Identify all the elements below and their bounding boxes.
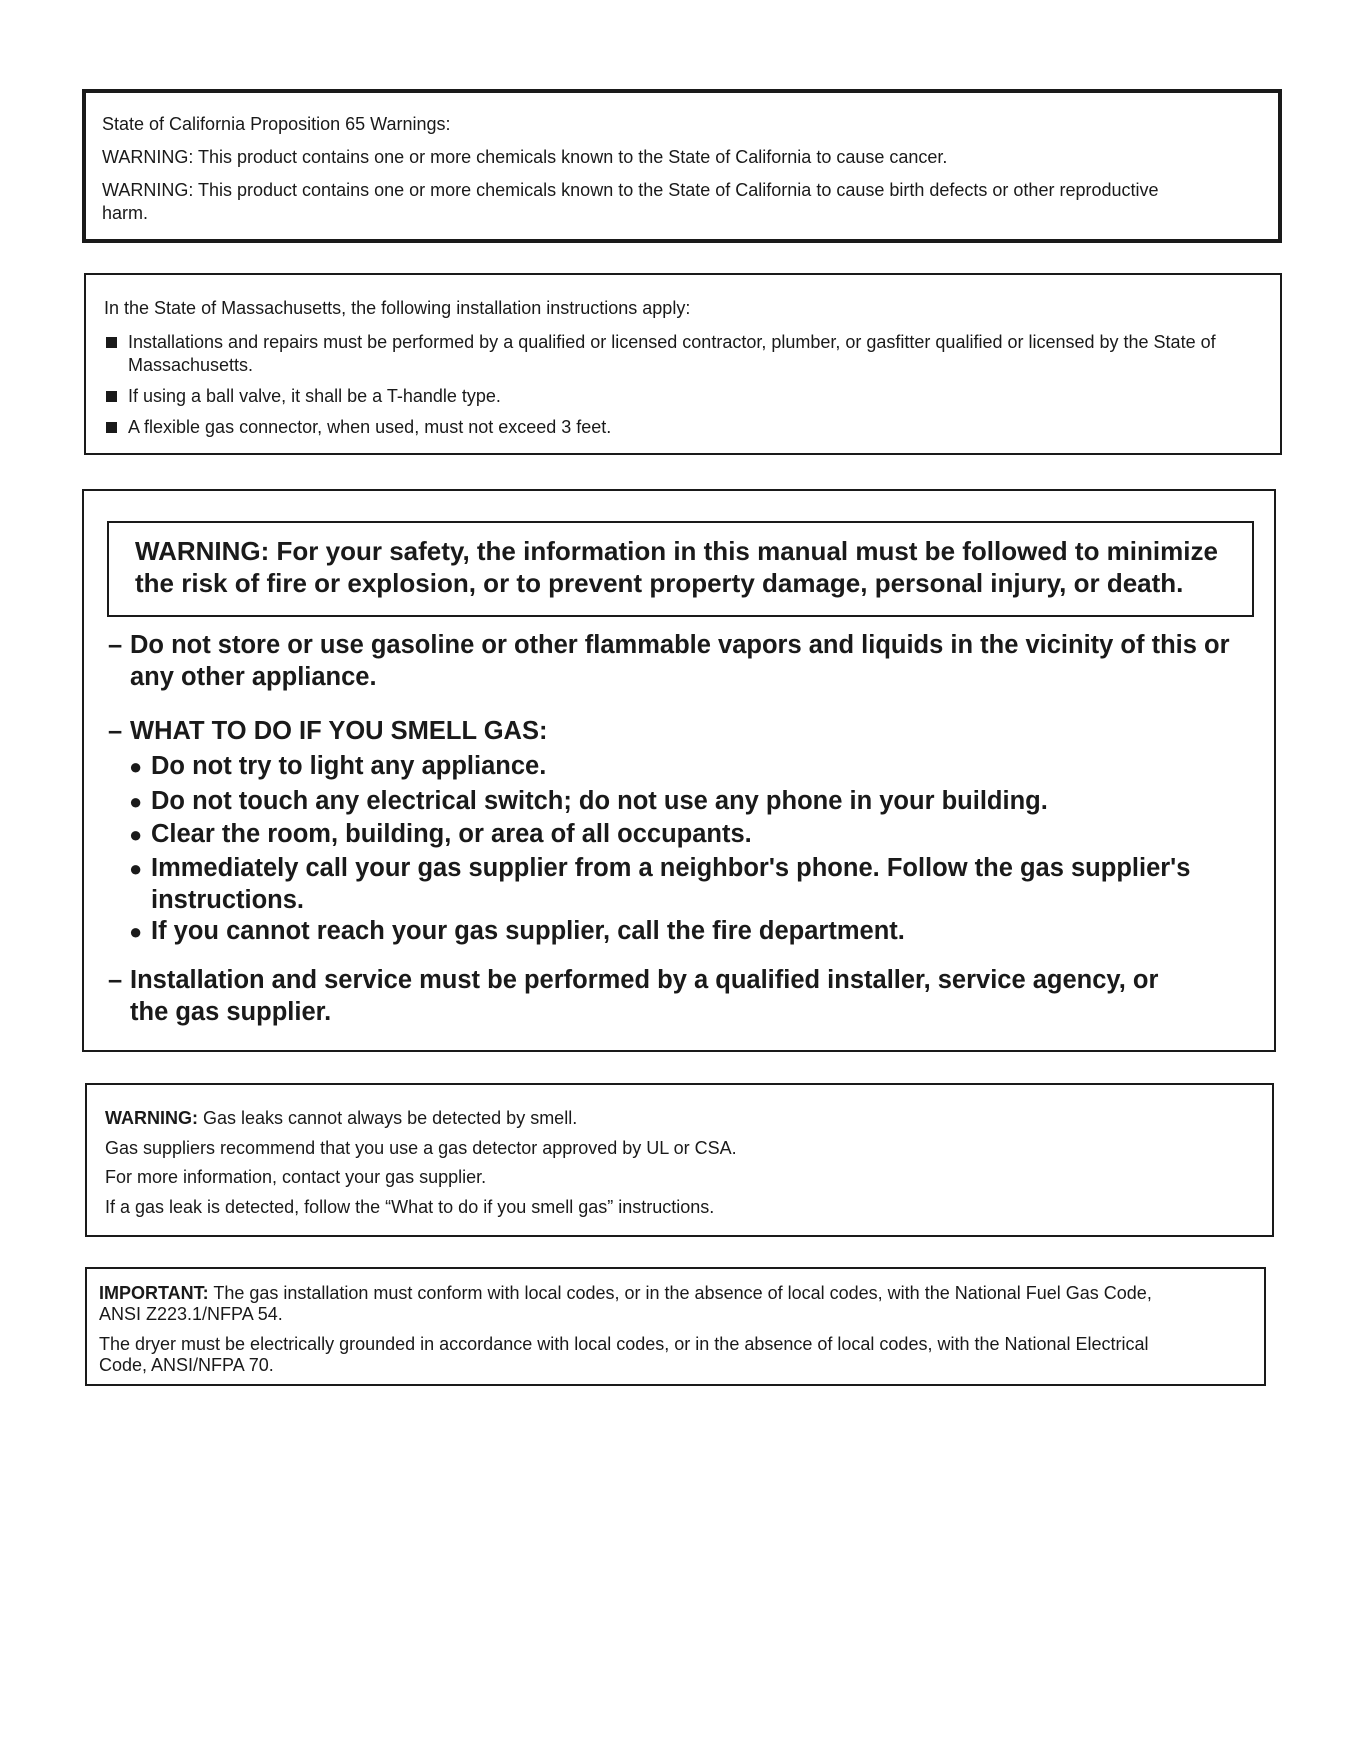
list-item-text: A flexible gas connector, when used, must not exceed 3 feet.	[128, 417, 612, 437]
list-item-text: Immediately call your gas supplier from a neighbor's phone. Follow the gas supplier's instructions.	[151, 854, 1191, 914]
gas-leak-line3: For more information, contact your gas supplier.	[105, 1167, 487, 1187]
prop65-reproductive-warning: WARNING: This product contains one or more chemicals known to the State of California to cause birth defects or other reproductive harm.	[102, 180, 1159, 223]
list-item	[129, 751, 1249, 783]
list-item	[104, 331, 1262, 377]
list-item-text: Do not touch any electrical switch; do not use any phone in your building.	[151, 787, 1048, 815]
important-para2: The dryer must be electrically grounded in accordance with local codes, or in the absence of local codes, with the National Electrical Code, ANSI/NFPA 70.	[99, 1334, 1149, 1375]
dot-marker: ●	[129, 754, 143, 779]
square-bullet-icon	[106, 422, 117, 433]
dot-marker: ●	[129, 856, 143, 881]
list-item	[129, 819, 1249, 851]
list-item	[104, 416, 1262, 439]
gas-leak-text: Gas leaks cannot always be detected by smell.	[198, 1108, 578, 1128]
smell-gas-heading: WHAT TO DO IF YOU SMELL GAS:	[130, 717, 548, 745]
dash-marker: –	[108, 966, 123, 994]
list-item	[108, 965, 1248, 1028]
list-item-text: Do not try to light any appliance.	[151, 752, 547, 780]
safety-headline-box	[107, 521, 1254, 617]
important-notice-box	[85, 1267, 1266, 1386]
dash-marker: –	[108, 631, 123, 659]
massachusetts-instructions-box	[84, 273, 1282, 455]
safety-headline-line2: the risk of fire or explosion, or to prevent property damage, personal injury, or death.	[135, 568, 1184, 598]
gas-leak-line4: If a gas leak is detected, follow the “What to do if you smell gas” instructions.	[105, 1196, 715, 1217]
qualified-installer-warning: Installation and service must be performed by a qualified installer, service agency, or the gas supplier.	[130, 966, 1159, 1026]
square-bullet-icon	[106, 391, 117, 402]
flammable-vapors-warning: Do not store or use gasoline or other flammable vapors and liquids in the vicinity of this or any other appliance.	[130, 631, 1230, 691]
prop65-heading: State of California Proposition 65 Warnings:	[102, 114, 451, 134]
list-item	[108, 716, 1248, 748]
list-item	[129, 786, 1249, 818]
list-item	[129, 916, 1249, 948]
dot-marker: ●	[129, 822, 143, 847]
list-item	[108, 630, 1248, 693]
important-text: The gas installation must conform with local codes, or in the absence of local codes, with the National Fuel Gas Code, ANSI Z223.1/NFPA 54.	[99, 1283, 1152, 1324]
list-item	[104, 385, 1262, 408]
gas-leak-line1	[105, 1107, 1254, 1130]
list-item-text: Clear the room, building, or area of all occupants.	[151, 820, 752, 848]
list-item-text: If you cannot reach your gas supplier, call the fire department.	[151, 917, 905, 945]
list-item	[129, 853, 1249, 916]
dot-marker: ●	[129, 919, 143, 944]
dash-marker: –	[108, 717, 123, 745]
square-bullet-icon	[106, 337, 117, 348]
prop65-cancer-warning: WARNING: This product contains one or more chemicals known to the State of California to cause cancer.	[102, 147, 948, 167]
list-item-text: Installations and repairs must be performed by a qualified or licensed contractor, plumber, or gasfitter qualified or licensed by the State of Massachusetts.	[128, 332, 1216, 375]
safety-headline-line1: WARNING: For your safety, the information in this manual must be followed to minimize	[135, 536, 1218, 566]
warning-label: WARNING:	[105, 1108, 198, 1128]
safety-warning-box	[82, 489, 1276, 1052]
gas-leak-warning-box	[85, 1083, 1274, 1237]
dot-marker: ●	[129, 789, 143, 814]
gas-leak-line2: Gas suppliers recommend that you use a gas detector approved by UL or CSA.	[105, 1137, 737, 1158]
important-label: IMPORTANT:	[99, 1283, 209, 1303]
list-item-text: If using a ball valve, it shall be a T-handle type.	[128, 386, 501, 406]
important-para1	[99, 1283, 1252, 1325]
prop65-warning-box	[82, 89, 1282, 243]
massachusetts-intro: In the State of Massachusetts, the following installation instructions apply:	[104, 298, 691, 318]
